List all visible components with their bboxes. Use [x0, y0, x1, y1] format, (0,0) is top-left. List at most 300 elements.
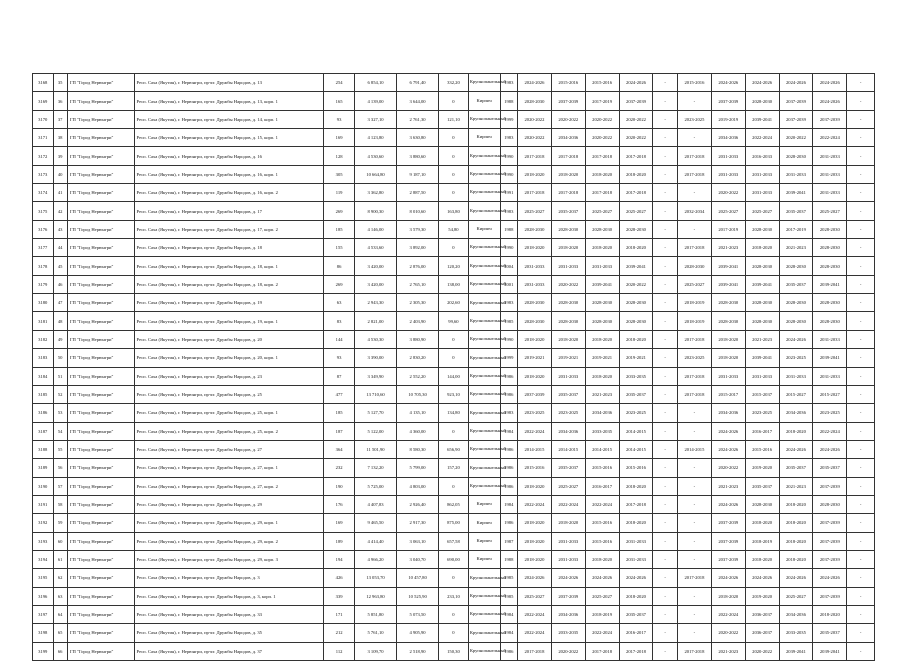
local-number-cell: 60: [53, 532, 67, 550]
table-row: [33, 569, 875, 587]
gas-repair-cell: -: [847, 422, 875, 440]
cold-water-repair-cell: 2022-2024: [711, 605, 745, 623]
electricity-repair-cell: 2037-2039: [813, 587, 847, 605]
hot-water-repair-cell: 2028-2030: [745, 92, 779, 110]
wall-material-cell: Крупнопанельный: [468, 569, 500, 587]
residents-cell: 128: [324, 147, 355, 165]
local-number-cell: 65: [53, 624, 67, 642]
nonresidential-area-cell: 0: [439, 605, 469, 623]
total-area-cell: 4 407,83: [354, 495, 396, 513]
residents-cell: 185: [324, 404, 355, 422]
cold-water-repair-cell: 2024-2026: [711, 495, 745, 513]
local-number-cell: 38: [53, 129, 67, 147]
cold-water-repair-cell: 2039-2041: [711, 275, 745, 293]
roof-repair-cell: 2028-2030: [518, 312, 552, 330]
municipality-cell: ГП "Город Нерюнгри": [67, 349, 134, 367]
foundation-repair-cell: 2017-2018: [678, 642, 712, 660]
sewerage-repair-cell: 2031-2033: [779, 165, 813, 183]
residents-cell: 212: [324, 624, 355, 642]
foundation-repair-cell: -: [678, 404, 712, 422]
electricity-repair-cell: 2037-2039: [813, 532, 847, 550]
facade-repair-cell: 2020-2022: [551, 275, 585, 293]
address-cell: Респ. Саха (Якутия), г. Нерюнгри, пр-кт. Дружбы Народов, д. 18, корп. 1: [134, 257, 324, 275]
elevator-repair-cell: -: [653, 642, 678, 660]
living-area-cell: 4 803,00: [397, 477, 439, 495]
foundation-repair-cell: 2017-2018: [678, 569, 712, 587]
table-row: [33, 110, 875, 128]
municipality-cell: ГП "Город Нерюнгри": [67, 642, 134, 660]
electricity-repair-cell: 2028-2030: [813, 257, 847, 275]
hot-water-repair-cell: 2019-2020: [745, 459, 779, 477]
nonresidential-area-cell: 54,80: [439, 220, 469, 238]
facade-repair-cell: 2017-2018: [551, 147, 585, 165]
build-year-cell: 1991: [500, 184, 517, 202]
wall-material-cell: Крупнопанельный: [468, 239, 500, 257]
address-cell: Респ. Саха (Якутия), г. Нерюнгри, пр-кт. Дружбы Народов, д. 27, корп. 2: [134, 477, 324, 495]
gas-repair-cell: -: [847, 220, 875, 238]
hot-water-repair-cell: 2018-2020: [745, 550, 779, 568]
hot-water-repair-cell: 2028-2030: [745, 495, 779, 513]
roof-repair-cell: 2018-2020: [518, 477, 552, 495]
cold-water-repair-cell: 2028-2030: [711, 294, 745, 312]
gas-repair-cell: -: [847, 367, 875, 385]
hot-water-repair-cell: 2019-2020: [745, 587, 779, 605]
address-cell: Респ. Саха (Якутия), г. Нерюнгри, пр-кт. Дружбы Народов, д. 16: [134, 147, 324, 165]
sewerage-repair-cell: 2039-2041: [779, 184, 813, 202]
gas-repair-cell: -: [847, 404, 875, 422]
table-row: [33, 587, 875, 605]
nonresidential-area-cell: 0: [439, 624, 469, 642]
heating-repair-cell: 2019-2021: [619, 349, 653, 367]
roof-repair-cell: 2028-2030: [518, 92, 552, 110]
sewerage-repair-cell: 2018-2020: [779, 422, 813, 440]
gas-repair-cell: -: [847, 514, 875, 532]
nonresidential-area-cell: 0: [439, 165, 469, 183]
address-cell: Респ. Саха (Якутия), г. Нерюнгри, пр-кт. Дружбы Народов, д. 17, корп. 2: [134, 220, 324, 238]
municipality-cell: ГП "Город Нерюнгри": [67, 202, 134, 220]
table-row: [33, 440, 875, 458]
nonresidential-area-cell: 0: [439, 129, 469, 147]
hot-water-repair-cell: 2023-2025: [745, 404, 779, 422]
total-area-cell: 5 122,00: [354, 422, 396, 440]
facade-repair-cell: 2034-2036: [551, 422, 585, 440]
living-area-cell: 3 892,00: [397, 239, 439, 257]
elevator-repair-cell: -: [653, 74, 678, 92]
total-area-cell: 3 109,70: [354, 642, 396, 660]
basement-repair-cell: 2031-2033: [585, 257, 619, 275]
elevator-repair-cell: -: [653, 349, 678, 367]
elevator-repair-cell: -: [653, 514, 678, 532]
sewerage-repair-cell: 2035-2037: [779, 275, 813, 293]
heating-repair-cell: 2033-2035: [619, 367, 653, 385]
build-year-cell: 1987: [500, 532, 517, 550]
facade-repair-cell: 2023-2025: [551, 404, 585, 422]
municipality-cell: ГП "Город Нерюнгри": [67, 74, 134, 92]
living-area-cell: 2 876,00: [397, 257, 439, 275]
total-area-cell: 4 966,20: [354, 550, 396, 568]
row-number-cell: 3183: [33, 349, 54, 367]
wall-material-cell: Крупнопанельный: [468, 165, 500, 183]
build-year-cell: 1983: [500, 202, 517, 220]
heating-repair-cell: 2017-2018: [619, 495, 653, 513]
electricity-repair-cell: 2031-2033: [813, 367, 847, 385]
nonresidential-area-cell: 163,80: [439, 202, 469, 220]
gas-repair-cell: -: [847, 74, 875, 92]
gas-repair-cell: -: [847, 495, 875, 513]
basement-repair-cell: 2017-2018: [585, 642, 619, 660]
address-cell: Респ. Саха (Якутия), г. Нерюнгри, пр-кт. Дружбы Народов, д. 33: [134, 605, 324, 623]
electricity-repair-cell: 2023-2025: [813, 404, 847, 422]
gas-repair-cell: -: [847, 184, 875, 202]
sewerage-repair-cell: 2039-2041: [779, 642, 813, 660]
local-number-cell: 35: [53, 74, 67, 92]
sewerage-repair-cell: 2035-2037: [779, 202, 813, 220]
build-year-cell: 2001: [500, 275, 517, 293]
row-number-cell: 3179: [33, 275, 54, 293]
nonresidential-area-cell: 656,90: [439, 440, 469, 458]
elevator-repair-cell: -: [653, 110, 678, 128]
basement-repair-cell: 2016-2017: [585, 477, 619, 495]
cold-water-repair-cell: 2018-2020: [711, 349, 745, 367]
hot-water-repair-cell: 2016-2017: [745, 422, 779, 440]
municipality-cell: ГП "Город Нерюнгри": [67, 92, 134, 110]
wall-material-cell: Крупнопанельный: [468, 422, 500, 440]
residents-cell: 144: [324, 330, 355, 348]
foundation-repair-cell: 2028-2030: [678, 257, 712, 275]
address-cell: Респ. Саха (Якутия), г. Нерюнгри, пр-кт. Дружбы Народов, д. 29, корп. 2: [134, 532, 324, 550]
basement-repair-cell: 2034-2036: [585, 404, 619, 422]
roof-repair-cell: 2025-2027: [518, 202, 552, 220]
residents-cell: 119: [324, 184, 355, 202]
wall-material-cell: Крупнопанельный: [468, 459, 500, 477]
table-row: [33, 312, 875, 330]
residents-cell: 87: [324, 367, 355, 385]
housing-registry-table: [32, 73, 875, 661]
living-area-cell: 8 580,30: [397, 440, 439, 458]
address-cell: Респ. Саха (Якутия), г. Нерюнгри, пр-кт. Дружбы Народов, д. 27, корп. 1: [134, 459, 324, 477]
facade-repair-cell: 2018-2020: [551, 330, 585, 348]
hot-water-repair-cell: 2028-2030: [745, 257, 779, 275]
local-number-cell: 36: [53, 92, 67, 110]
basement-repair-cell: 2022-2024: [585, 624, 619, 642]
local-number-cell: 63: [53, 587, 67, 605]
facade-repair-cell: 2020-2022: [551, 110, 585, 128]
local-number-cell: 58: [53, 495, 67, 513]
hot-water-repair-cell: 2025-2027: [745, 202, 779, 220]
heating-repair-cell: 2035-2037: [619, 385, 653, 403]
gas-repair-cell: -: [847, 110, 875, 128]
table-row: [33, 147, 875, 165]
elevator-repair-cell: -: [653, 477, 678, 495]
living-area-cell: 2 552,20: [397, 367, 439, 385]
basement-repair-cell: 2017-2018: [585, 147, 619, 165]
hot-water-repair-cell: 2015-2037: [745, 385, 779, 403]
wall-material-cell: Крупнопанельный: [468, 257, 500, 275]
basement-repair-cell: 2017-2019: [585, 92, 619, 110]
total-area-cell: 5 725,00: [354, 477, 396, 495]
living-area-cell: 2 765,10: [397, 275, 439, 293]
municipality-cell: ГП "Город Нерюнгри": [67, 294, 134, 312]
total-area-cell: 12 963,80: [354, 587, 396, 605]
local-number-cell: 51: [53, 367, 67, 385]
roof-repair-cell: 2018-2020: [518, 239, 552, 257]
elevator-repair-cell: -: [653, 550, 678, 568]
electricity-repair-cell: 2024-2026: [813, 74, 847, 92]
wall-material-cell: Крупнопанельный: [468, 147, 500, 165]
elevator-repair-cell: -: [653, 220, 678, 238]
electricity-repair-cell: 2028-2030: [813, 239, 847, 257]
nonresidential-area-cell: 0: [439, 349, 469, 367]
total-area-cell: 2 821,00: [354, 312, 396, 330]
basement-repair-cell: 2018-2020: [585, 367, 619, 385]
foundation-repair-cell: -: [678, 532, 712, 550]
basement-repair-cell: 2014-2015: [585, 440, 619, 458]
facade-repair-cell: 2022-2024: [551, 495, 585, 513]
nonresidential-area-cell: 202,60: [439, 294, 469, 312]
total-area-cell: 8 900,30: [354, 202, 396, 220]
nonresidential-area-cell: 875,00: [439, 514, 469, 532]
foundation-repair-cell: -: [678, 92, 712, 110]
gas-repair-cell: -: [847, 165, 875, 183]
table-row: [33, 550, 875, 568]
cold-water-repair-cell: 2021-2023: [711, 642, 745, 660]
total-area-cell: 5 761,10: [354, 624, 396, 642]
foundation-repair-cell: -: [678, 495, 712, 513]
table-row: [33, 184, 875, 202]
foundation-repair-cell: 2017-2018: [678, 330, 712, 348]
wall-material-cell: Кирпич: [468, 495, 500, 513]
wall-material-cell: Кирпич: [468, 532, 500, 550]
cold-water-repair-cell: 2039-2041: [711, 257, 745, 275]
foundation-repair-cell: 2015-2016: [678, 74, 712, 92]
living-area-cell: 3 644,00: [397, 92, 439, 110]
gas-repair-cell: -: [847, 92, 875, 110]
roof-repair-cell: 2024-2026: [518, 74, 552, 92]
local-number-cell: 39: [53, 147, 67, 165]
cold-water-repair-cell: 2019-2019: [711, 110, 745, 128]
total-area-cell: 4 530,60: [354, 147, 396, 165]
heating-repair-cell: 2024-2026: [619, 74, 653, 92]
foundation-repair-cell: 2017-2018: [678, 385, 712, 403]
wall-material-cell: Крупнопанельный: [468, 624, 500, 642]
heating-repair-cell: 2015-2016: [619, 459, 653, 477]
table-row: [33, 495, 875, 513]
cold-water-repair-cell: 2024-2026: [711, 569, 745, 587]
table-row: [33, 202, 875, 220]
table-row: [33, 239, 875, 257]
electricity-repair-cell: 2039-2041: [813, 275, 847, 293]
facade-repair-cell: 2037-2039: [551, 587, 585, 605]
build-year-cell: 1983: [500, 129, 517, 147]
electricity-repair-cell: 2015-2027: [813, 385, 847, 403]
sewerage-repair-cell: 2033-2035: [779, 624, 813, 642]
heating-repair-cell: 2039-2041: [619, 257, 653, 275]
nonresidential-area-cell: 99,60: [439, 312, 469, 330]
local-number-cell: 48: [53, 312, 67, 330]
heating-repair-cell: 2025-2027: [619, 202, 653, 220]
basement-repair-cell: 2017-2018: [585, 184, 619, 202]
living-area-cell: 3 040,70: [397, 550, 439, 568]
local-number-cell: 47: [53, 294, 67, 312]
build-year-cell: 1986: [500, 367, 517, 385]
nonresidential-area-cell: 0: [439, 422, 469, 440]
table-row: [33, 404, 875, 422]
local-number-cell: 62: [53, 569, 67, 587]
sewerage-repair-cell: 2028-2030: [779, 147, 813, 165]
address-cell: Респ. Саха (Якутия), г. Нерюнгри, пр-кт. Дружбы Народов, д. 18: [134, 239, 324, 257]
address-cell: Респ. Саха (Якутия), г. Нерюнгри, пр-кт. Дружбы Народов, д. 3, корп. 1: [134, 587, 324, 605]
row-number-cell: 3188: [33, 440, 54, 458]
nonresidential-area-cell: 0: [439, 330, 469, 348]
roof-repair-cell: 2024-2026: [518, 569, 552, 587]
roof-repair-cell: 2028-2030: [518, 220, 552, 238]
cold-water-repair-cell: 2037-2039: [711, 532, 745, 550]
elevator-repair-cell: -: [653, 404, 678, 422]
local-number-cell: 46: [53, 275, 67, 293]
roof-repair-cell: 2017-2018: [518, 147, 552, 165]
nonresidential-area-cell: 138,00: [439, 275, 469, 293]
basement-repair-cell: 2022-2024: [585, 495, 619, 513]
municipality-cell: ГП "Город Нерюнгри": [67, 569, 134, 587]
living-area-cell: 2 926,40: [397, 495, 439, 513]
municipality-cell: ГП "Город Нерюнгри": [67, 624, 134, 642]
elevator-repair-cell: -: [653, 367, 678, 385]
nonresidential-area-cell: 0: [439, 92, 469, 110]
sewerage-repair-cell: 2028-2030: [779, 312, 813, 330]
address-cell: Респ. Саха (Якутия), г. Нерюнгри, пр-кт. Дружбы Народов, д. 13, корп. 1: [134, 92, 324, 110]
nonresidential-area-cell: 0: [439, 477, 469, 495]
roof-repair-cell: 2022-2024: [518, 605, 552, 623]
address-cell: Респ. Саха (Якутия), г. Нерюнгри, пр-кт. Дружбы Народов, д. 25: [134, 385, 324, 403]
table-row: [33, 92, 875, 110]
gas-repair-cell: -: [847, 624, 875, 642]
row-number-cell: 3171: [33, 129, 54, 147]
gas-repair-cell: -: [847, 532, 875, 550]
sewerage-repair-cell: 2017-2019: [779, 220, 813, 238]
address-cell: Респ. Саха (Якутия), г. Нерюнгри, пр-кт. Дружбы Народов, д. 19, корп. 1: [134, 312, 324, 330]
facade-repair-cell: 2028-2030: [551, 220, 585, 238]
row-number-cell: 3176: [33, 220, 54, 238]
elevator-repair-cell: -: [653, 129, 678, 147]
facade-repair-cell: 2020-2022: [551, 642, 585, 660]
basement-repair-cell: 2018-2020: [585, 550, 619, 568]
facade-repair-cell: 2033-2035: [551, 624, 585, 642]
cold-water-repair-cell: 2024-2026: [711, 422, 745, 440]
elevator-repair-cell: -: [653, 459, 678, 477]
basement-repair-cell: 2021-2023: [585, 385, 619, 403]
electricity-repair-cell: 2037-2039: [813, 550, 847, 568]
sewerage-repair-cell: 2024-2026: [779, 569, 813, 587]
gas-repair-cell: -: [847, 330, 875, 348]
total-area-cell: 4 123,80: [354, 129, 396, 147]
electricity-repair-cell: 2031-2033: [813, 147, 847, 165]
cold-water-repair-cell: 2015-2017: [711, 385, 745, 403]
cold-water-repair-cell: 2037-2039: [711, 514, 745, 532]
roof-repair-cell: 2018-2020: [518, 532, 552, 550]
row-number-cell: 3198: [33, 624, 54, 642]
electricity-repair-cell: 2025-2027: [813, 202, 847, 220]
living-area-cell: 4 135,10: [397, 404, 439, 422]
table-row: [33, 514, 875, 532]
wall-material-cell: Крупнопанельный: [468, 275, 500, 293]
row-number-cell: 3187: [33, 422, 54, 440]
roof-repair-cell: 2018-2020: [518, 330, 552, 348]
address-cell: Респ. Саха (Якутия), г. Нерюнгри, пр-кт. Дружбы Народов, д. 19: [134, 294, 324, 312]
total-area-cell: 13 053,70: [354, 569, 396, 587]
living-area-cell: 3 880,90: [397, 330, 439, 348]
residents-cell: 269: [324, 202, 355, 220]
living-area-cell: 10 525,90: [397, 587, 439, 605]
nonresidential-area-cell: 0: [439, 239, 469, 257]
nonresidential-area-cell: 150,30: [439, 642, 469, 660]
basement-repair-cell: 2020-2022: [585, 129, 619, 147]
build-year-cell: 1986: [500, 385, 517, 403]
table-row: [33, 642, 875, 660]
heating-repair-cell: 2014-2015: [619, 422, 653, 440]
facade-repair-cell: 2028-2030: [551, 294, 585, 312]
municipality-cell: ГП "Город Нерюнгри": [67, 385, 134, 403]
heating-repair-cell: 2028-2030: [619, 220, 653, 238]
electricity-repair-cell: 2031-2033: [813, 330, 847, 348]
elevator-repair-cell: -: [653, 495, 678, 513]
address-cell: Респ. Саха (Якутия), г. Нерюнгри, пр-кт. Дружбы Народов, д. 18, корп. 2: [134, 275, 324, 293]
elevator-repair-cell: -: [653, 239, 678, 257]
municipality-cell: ГП "Город Нерюнгри": [67, 147, 134, 165]
gas-repair-cell: -: [847, 440, 875, 458]
row-number-cell: 3170: [33, 110, 54, 128]
foundation-repair-cell: 2018-2019: [678, 312, 712, 330]
address-cell: Респ. Саха (Якутия), г. Нерюнгри, пр-кт. Дружбы Народов, д. 37: [134, 642, 324, 660]
municipality-cell: ГП "Город Нерюнгри": [67, 165, 134, 183]
electricity-repair-cell: 2022-2024: [813, 422, 847, 440]
living-area-cell: 2 305,30: [397, 294, 439, 312]
facade-repair-cell: 2035-2037: [551, 385, 585, 403]
basement-repair-cell: 2018-2019: [585, 605, 619, 623]
living-area-cell: 2 917,30: [397, 514, 439, 532]
build-year-cell: 1983: [500, 74, 517, 92]
sewerage-repair-cell: 2018-2020: [779, 532, 813, 550]
roof-repair-cell: 2015-2016: [518, 459, 552, 477]
foundation-repair-cell: 2032-2034: [678, 202, 712, 220]
basement-repair-cell: 2018-2020: [585, 165, 619, 183]
residents-cell: 169: [324, 129, 355, 147]
elevator-repair-cell: -: [653, 92, 678, 110]
total-area-cell: 6 854,10: [354, 74, 396, 92]
municipality-cell: ГП "Город Нерюнгри": [67, 550, 134, 568]
address-cell: Респ. Саха (Якутия), г. Нерюнгри, пр-кт. Дружбы Народов, д. 27: [134, 440, 324, 458]
facade-repair-cell: 2034-2036: [551, 605, 585, 623]
address-cell: Респ. Саха (Якутия), г. Нерюнгри, пр-кт. Дружбы Народов, д. 3: [134, 569, 324, 587]
gas-repair-cell: -: [847, 349, 875, 367]
build-year-cell: 1986: [500, 514, 517, 532]
wall-material-cell: Кирпич: [468, 514, 500, 532]
total-area-cell: 9 465,50: [354, 514, 396, 532]
roof-repair-cell: 2020-2022: [518, 110, 552, 128]
local-number-cell: 56: [53, 459, 67, 477]
residents-cell: 112: [324, 642, 355, 660]
living-area-cell: 3 579,30: [397, 220, 439, 238]
electricity-repair-cell: 2028-2030: [813, 294, 847, 312]
hot-water-repair-cell: 2020-2022: [745, 642, 779, 660]
local-number-cell: 59: [53, 514, 67, 532]
elevator-repair-cell: -: [653, 605, 678, 623]
municipality-cell: ГП "Город Нерюнгри": [67, 440, 134, 458]
foundation-repair-cell: -: [678, 624, 712, 642]
table-row: [33, 165, 875, 183]
sewerage-repair-cell: 2018-2020: [779, 514, 813, 532]
heating-repair-cell: 2031-2033: [619, 532, 653, 550]
hot-water-repair-cell: 2036-2037: [745, 624, 779, 642]
